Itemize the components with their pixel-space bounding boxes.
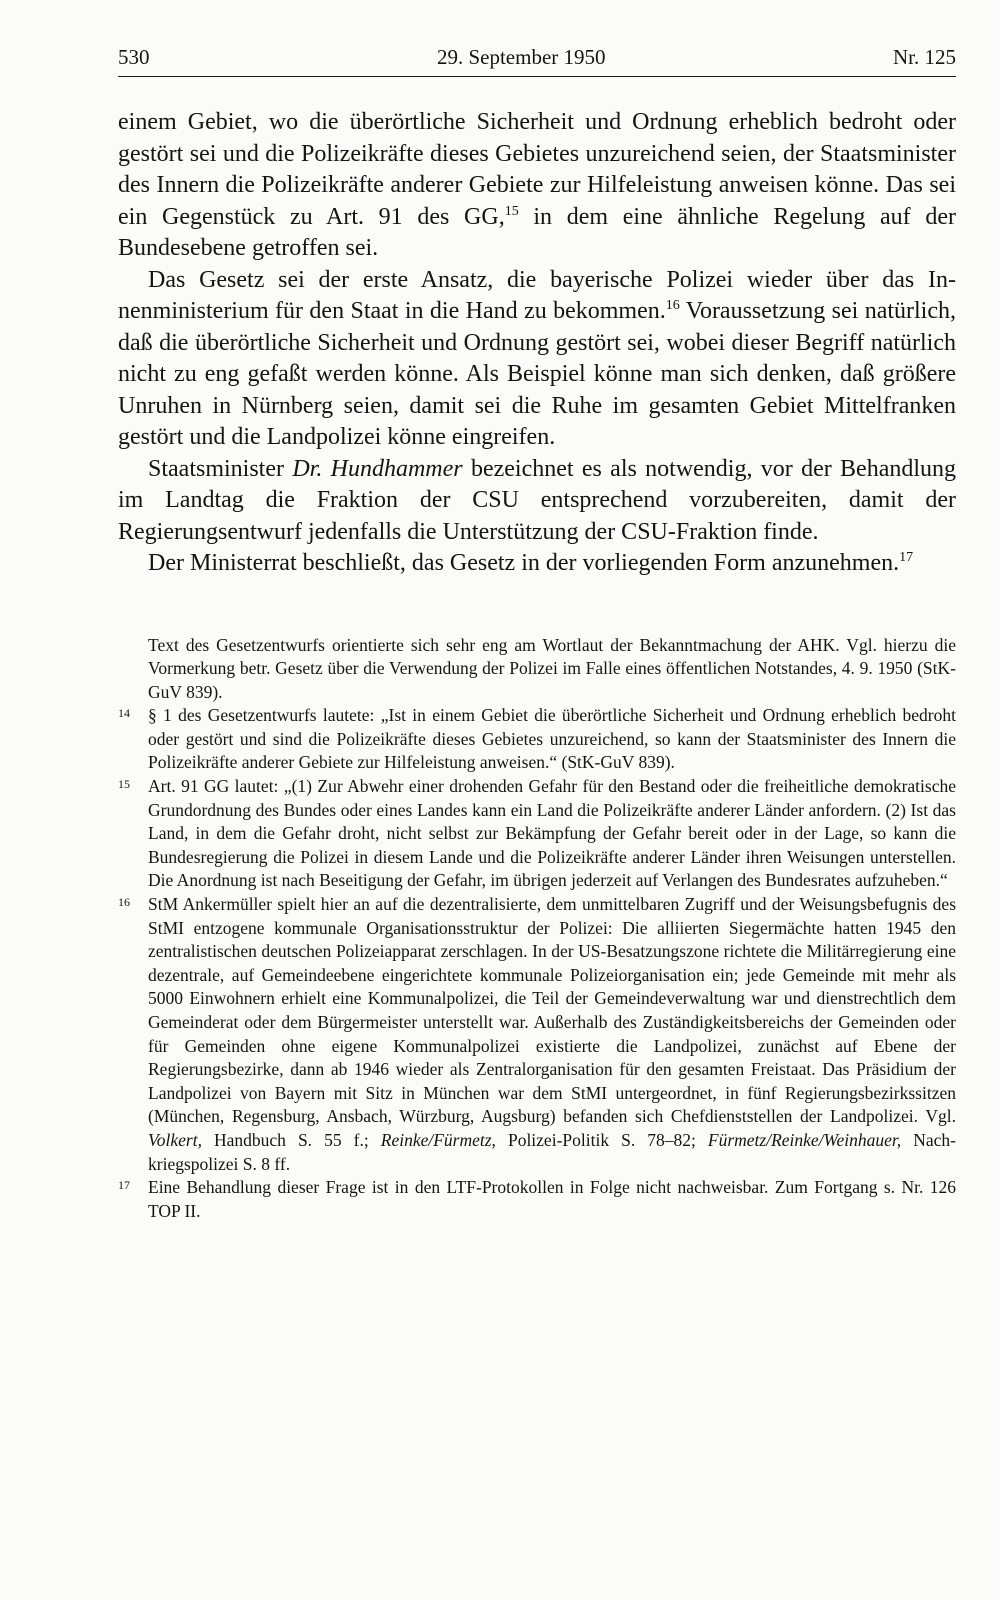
- citation-reinke-fuermetz: Reinke/Fürmetz,: [380, 1129, 496, 1150]
- document-number: Nr. 125: [893, 45, 956, 69]
- footnote-14: [118, 704, 956, 775]
- footnote-14-text: § 1 des Gesetzentwurfs lautete: „Ist in einem Gebiet die überörtliche Sicherheit und Ordnung erheblich bedroht oder gestört und sind die Polizeikräfte dieses Gebietes unzureichend, so kann der Staatsminister des Innern die Polizeikräfte anderer Gebiete zur Hilfeleistung anweisen.“ (StK-GuV 839).: [148, 705, 956, 773]
- main-text: [118, 107, 956, 580]
- header-date: 29. September 1950: [436, 45, 606, 69]
- footnote-continuation-text: Text des Gesetzentwurfs orientierte sich sehr eng am Wortlaut der Bekanntmachung der AHK. Vgl. hierzu die Vormerkung betr. Gesetz über die Verwendung der Polizei im Falle eines öffentlichen Notstandes, 4. 9. 1950 (StK-GuV 839).: [148, 634, 956, 702]
- paragraph-1: [118, 107, 956, 265]
- footnote-17-number: 17: [118, 1178, 130, 1193]
- document-page: [118, 42, 956, 1223]
- paragraph-2-text-a: Das Gesetz sei der erste Ansatz, die bayerische Polizei wieder über das Innenministerium für den Staat in die Hand zu bekommen.: [118, 266, 956, 324]
- footnote-16-text-d: Nachkriegspolizei S. 8 ff.: [148, 1129, 956, 1174]
- footnotes: [118, 634, 956, 1224]
- page-number: 530: [118, 45, 150, 69]
- footnote-ref-17: 17: [899, 550, 914, 565]
- footnote-15: [118, 775, 956, 893]
- footnote-15-number: 15: [118, 777, 130, 792]
- paragraph-3-text-a: Staatsminister: [148, 455, 293, 482]
- footnote-ref-16: 16: [665, 298, 680, 313]
- paragraph-2-text-b: Voraussetzung sei natürlich, daß die überörtliche Sicherheit und Ordnung gestört sei, wobei dieser Begriff natürlich nicht zu eng gefaßt werden könne. Als Beispiel könne man sich denken, daß größere Unruhen in Nürnberg seien, damit sei die Ruhe im gesamten Gebiet Mittelfranken gestört und die Landpolizei könne eingreifen.: [118, 298, 956, 450]
- footnote-15-text: Art. 91 GG lautet: „(1) Zur Abwehr einer drohenden Gefahr für den Bestand oder die freiheitliche demokratische Grundordnung des Bundes oder eines Landes kann ein Land die Polizeikräfte anderer Länder anfordern. (2) Ist das Land, in dem die Gefahr droht, nicht selbst zur Bekämpfung der Gefahr bereit oder in der Lage, so kann die Bundesregierung die Polizei in diesem Lande und die Polizeikräfte anderer Länder ihren Weisungen unterstellen. Die Anordnung ist nach Beseitigung der Gefahr, im übrigen jederzeit auf Verlangen des Bundesrates aufzuheben.“: [148, 776, 956, 891]
- paragraph-4-text: Der Ministerrat beschließt, das Gesetz in der vorliegenden Form anzunehmen.: [148, 550, 900, 576]
- citation-fuermetz-reinke-weinhauer: Fürmetz/Reinke/Weinhauer,: [707, 1129, 902, 1150]
- footnote-16-text-c: Polizei-Politik S. 78–82;: [495, 1129, 708, 1150]
- paragraph-1-text: einem Gebiet, wo die überörtliche Sicherheit und Ordnung erheblich bedroht oder gestört sei und die Polizeikräfte dieses Gebietes unzureichend seien, der Staatsminister des Innern die Polizeikräfte anderer Gebiete zur Hilfeleistung anweisen könne. Das sei ein Gegenstück zu Art. 91 des GG,: [118, 109, 956, 230]
- paragraph-3-text-b: bezeichnet es als notwendig, vor der Behandlung im Landtag die Fraktion der CSU entsprechend vorzubereiten, damit der Regierungsentwurf jedenfalls die Unterstützung der CSU-Fraktion finde.: [118, 455, 957, 545]
- footnote-continuation: [118, 634, 956, 705]
- running-header: [118, 42, 956, 77]
- paragraph-1-end: in dem eine ähnliche Regelung auf der Bundesebene getroffen sei.: [118, 203, 957, 261]
- footnote-16-number: 16: [118, 895, 130, 910]
- footnote-14-number: 14: [118, 706, 130, 721]
- footnote-17-text: Eine Behandlung dieser Frage ist in den LTF-Protokollen in Folge nicht nachweisbar. Zum Fortgang s. Nr. 126 TOP II.: [148, 1177, 956, 1221]
- footnote-17: [118, 1176, 956, 1223]
- paragraph-4: [118, 548, 956, 580]
- paragraph-2: [118, 265, 956, 454]
- footnote-ref-15: 15: [504, 203, 519, 219]
- person-name: Dr. Hundhammer: [292, 455, 463, 482]
- paragraph-3: [118, 454, 956, 549]
- footnote-16-text-a: StM Ankermüller spielt hier an auf die dezentralisierte, dem unmittelbaren Zugriff und der Weisungsbefugnis des StMI entzogene kommunale Organisationsstruktur der Polizei: Die alliierten Siegermächte hatten 1945 den zentralistischen deutschen Polizeiapparat zerschlagen. In der US-Besatzungszone richtete die Militärregierung eine dezentrale, auf Gemeindeebene eingerichtete kommunale Polizeiorganisation ein; jede Gemeinde mit mehr als 5000 Einwohnern erhielt eine Kommunalpolizei, die Teil der Gemeindeverwaltung war und dienstrechtlich dem Gemeinderat oder dem Bürgermeister unterstellt war. Außerhalb des Zuständigkeitsbereichs der Gemeinden oder für Gemeinden ohne eigene Kommunalpolizei existierte die Landpolizei, zunächst auf Ebene der Regierungsbezirke, dann ab 1946 wieder als Zentralorganisation für den gesamten Freistaat. Das Präsidium der Landpolizei von Bayern mit Sitz in München war dem StMI untergeordnet, in fünf Regierungsbezirkssitzen (München, Regensburg, Ansbach, Würzburg, Augsburg) befanden sich Chefdienststellen der Landpolizei. Vgl.: [148, 894, 956, 1127]
- citation-volkert: Volkert,: [148, 1129, 202, 1150]
- footnote-16-text-b: Handbuch S. 55 f.;: [201, 1129, 381, 1150]
- footnote-16: [118, 893, 956, 1176]
